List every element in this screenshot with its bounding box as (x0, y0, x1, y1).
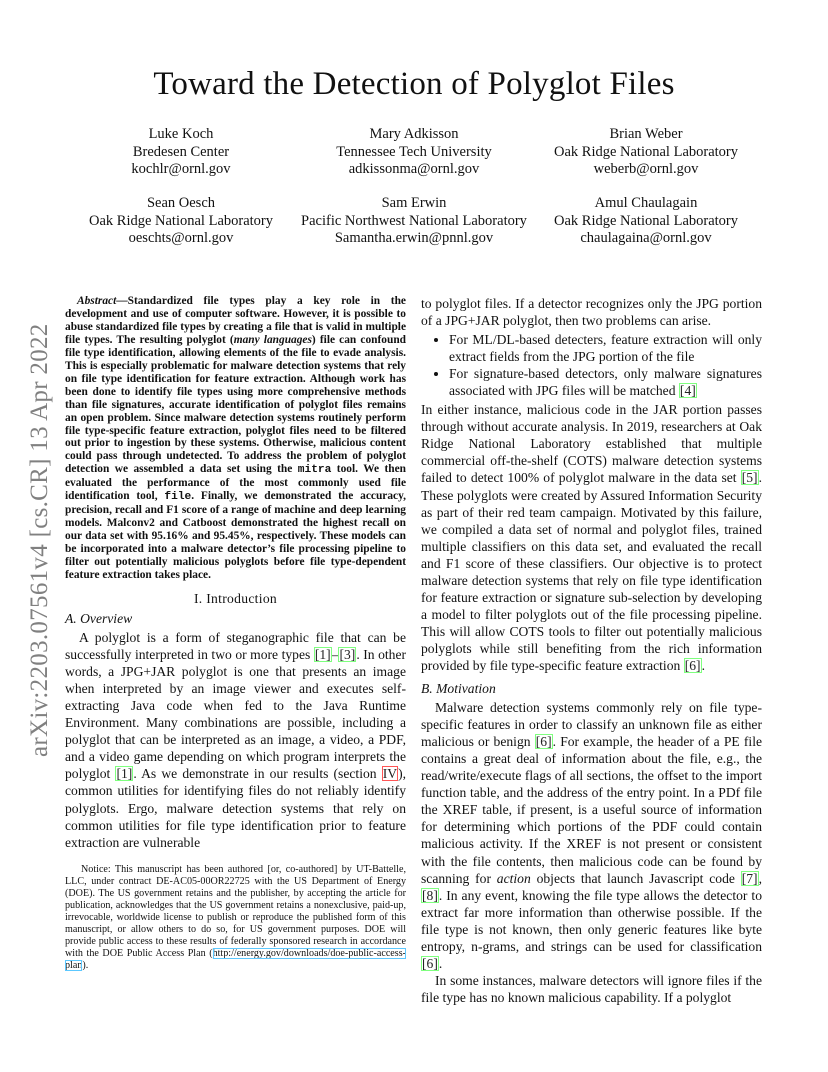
citation-link[interactable]: [6] (535, 734, 552, 750)
body-paragraph: to polyglot files. If a detector recognizes only the JPG portion of a JPG+JAR polyglot, then two problems can arise. (421, 296, 762, 329)
author-affiliation: Oak Ridge National Laboratory (553, 143, 738, 160)
arxiv-sidebar-stamp (24, 287, 54, 757)
author-affiliation: Bredesen Center (132, 143, 230, 160)
right-column (421, 295, 762, 1006)
author-email: oeschts@ornl.gov (128, 230, 234, 246)
copyright-footnote: Notice: This manuscript has been authored [or, co-authored] by UT-Battelle, LLC, under contract DE-AC05-00OR22725 with the US Department of Energy (DOE). The US government retains and the publisher, by accepting the article for publication, acknowledges that the US government retains a nonexclusive, paid-up, irrevocable, worldwide license to publish or reproduce the published form of this manuscript, or allow others to do so, for US government purposes. DOE will provide public access to these results of federally sponsored research in accordance with the DOE Public Access Plan (http://energy.gov/downloads/doe-public-access-plan). (65, 864, 406, 971)
body-paragraph: Malware detection systems commonly rely on file type-specific features in order to classify an unknown file as either malicious or benign [6]. For example, the header of a PE file contains a great deal of information about the file, e.g., the read/write/execute flags of all sections, the offset to the import function table, and the address of the entry point. In a PDf file the XREF table, if present, is a useful source of information for determining which portions of the PDF could contain malicious activity. If the XREF is not present or consistent with the file contents, then malicious code can be found by scanning for action objects that launch Javascript code [7], [8]. In any event, knowing the file type allows the detector to extract far more information than otherwise possible. If the file type is not known, then only generic features like byte entropy, n-grams, and strings can be used for classification [6]. (421, 700, 763, 971)
author-affiliation: Oak Ridge National Laboratory (88, 212, 273, 229)
author-email: kochlr@ornl.gov (131, 161, 231, 177)
author-email: adkissonma@ornl.gov (348, 161, 480, 177)
paper-title: Toward the Detection of Polyglot Files (153, 66, 675, 102)
citation-link[interactable]: [1] (314, 647, 331, 663)
author-name: Sam Erwin (381, 195, 447, 211)
author-name: Brian Weber (609, 126, 683, 142)
citation-link[interactable]: [6] (422, 955, 438, 971)
author-email: Samantha.erwin@pnnl.gov (334, 230, 494, 246)
author-block (51, 195, 311, 248)
author-email: weberb@ornl.gov (593, 161, 699, 177)
citation-link[interactable]: [1] (116, 766, 133, 782)
subsection-heading-motivation: B. Motivation (421, 681, 496, 697)
left-column (65, 295, 406, 851)
subsection-heading-overview: A. Overview (65, 611, 133, 627)
bullet-list (421, 331, 762, 399)
arxiv-identifier: arXiv:2203.07561v4 [cs.CR] 13 Apr 2022 (26, 323, 53, 757)
intro-paragraph: A polyglot is a form of steganographic file that can be successfully interpreted in two or more types [1]–[3]. In other words, a JPG+JAR polyglot is one that presents an image when interpreted by an image viewer and executes self-extracting Java code when fed to the Java Runtime Environment. Many combinations are possible, including a polyglot that can be interpreted as an image, a video, a PDF, and a video game depending on which program interprets the polyglot [1]. As we demonstrate in our results (section IV), common utilities for identifying files do not reliably identify polyglots. Ergo, malware detection systems that rely on common utilities for file type identification prior to feature extraction are vulnerable (65, 630, 407, 850)
author-name: Luke Koch (148, 126, 214, 142)
citation-link[interactable]: [6] (684, 657, 701, 673)
citation-link[interactable]: [7] (741, 870, 758, 886)
mitra-tool-name: mitra (297, 464, 332, 477)
author-affiliation: Oak Ridge National Laboratory (553, 212, 738, 229)
author-block (51, 126, 311, 179)
list-item: • For ML/DL-based detecters, feature extraction will only extract fields from the JPG portion of the file (449, 331, 762, 365)
citation-link[interactable]: [3] (339, 647, 356, 663)
author-affiliation: Pacific Northwest National Laboratory (301, 212, 527, 229)
author-name: Amul Chaulagain (594, 195, 698, 211)
section-reference-link[interactable]: IV (382, 766, 398, 782)
author-block (516, 195, 776, 248)
list-item: • For signature-based detectors, only malware signatures associated with JPG files will be matched [4] (449, 365, 762, 399)
author-name: Sean Oesch (146, 195, 216, 211)
author-block (516, 126, 776, 179)
citation-link[interactable]: [4] (679, 383, 696, 399)
author-block (284, 195, 544, 248)
abstract: Abstract—Standardized file types play a key role in the development and use of computer software. However, it is possible to abuse standardized file types by creating a file that is valid in multiple file types. The resulting polyglot (many languages) file can confound file type identification, allowing elements of the file to evade analysis. This is especially problematic for malware detection systems that rely on file type identification for feature extraction. Although work has been done to identify file types using more comprehensive methods than file signatures, accurate identification of polyglot files remains an open problem. Since malware detection systems routinely perform file type-specific feature extraction, polyglot files need to be filtered out prior to ingestion by these systems. Otherwise, malicious content could pass through undetected. To address the problem of polyglot detection we assembled a data set using the mitra tool. We then evaluated the performance of the most commonly used file identification tool, file. Finally, we demonstrated the accuracy, precision, recall and F1 score of a range of machine and deep learning models. Malconv2 and Catboost demonstrated the highest recall on our data set with 95.16% and 95.45%, respectively. These models can be incorporated into a malware detector’s file processing pipeline to filter out potentially malicious polyglots before file type-dependent feature extraction takes place. (65, 295, 407, 582)
body-paragraph: In some instances, malware detectors will ignore files if the file type has no known malicious capability. If a polyglot (421, 972, 762, 1005)
body-paragraph: In either instance, malicious code in the JAR portion passes through without accurate analysis. In 2019, researchers at Oak Ridge National Laboratory established that multiple commercial off-the-shelf (COTS) malware detection systems failed to detect 100% of polyglot malware in the data set [5]. These polyglots were created by Assured Information Security as part of their red team campaign. Motivated by this failure, we compiled a data set of normal and polyglot files, trained multiple classifiers on this data set, and evaluated the recall and F1 score of these classifiers. Our objective is to protect malware detection systems that rely on file type identification for feature extraction or signature sub-selection by developing a model to filter polyglots out of the file processing pipeline. This will allow COTS tools to filter out potentially malicious polyglots while still benefiting from the rich information provided by file type-specific feature extraction [6]. (421, 402, 762, 673)
citation-link[interactable]: [5] (741, 470, 758, 486)
file-tool-name: file (164, 491, 192, 504)
section-heading-introduction: I. Introduction (193, 590, 278, 606)
abstract-label: Abstract (77, 295, 117, 307)
author-name: Mary Adkisson (369, 126, 459, 142)
doe-access-plan-link[interactable]: http://energy.gov/downloads/doe-public-access-plan (65, 947, 406, 971)
author-email: chaulagaina@ornl.gov (580, 230, 712, 246)
author-affiliation: Tennessee Tech University (336, 143, 492, 160)
citation-link[interactable]: [8] (422, 887, 438, 903)
author-block (284, 126, 544, 179)
